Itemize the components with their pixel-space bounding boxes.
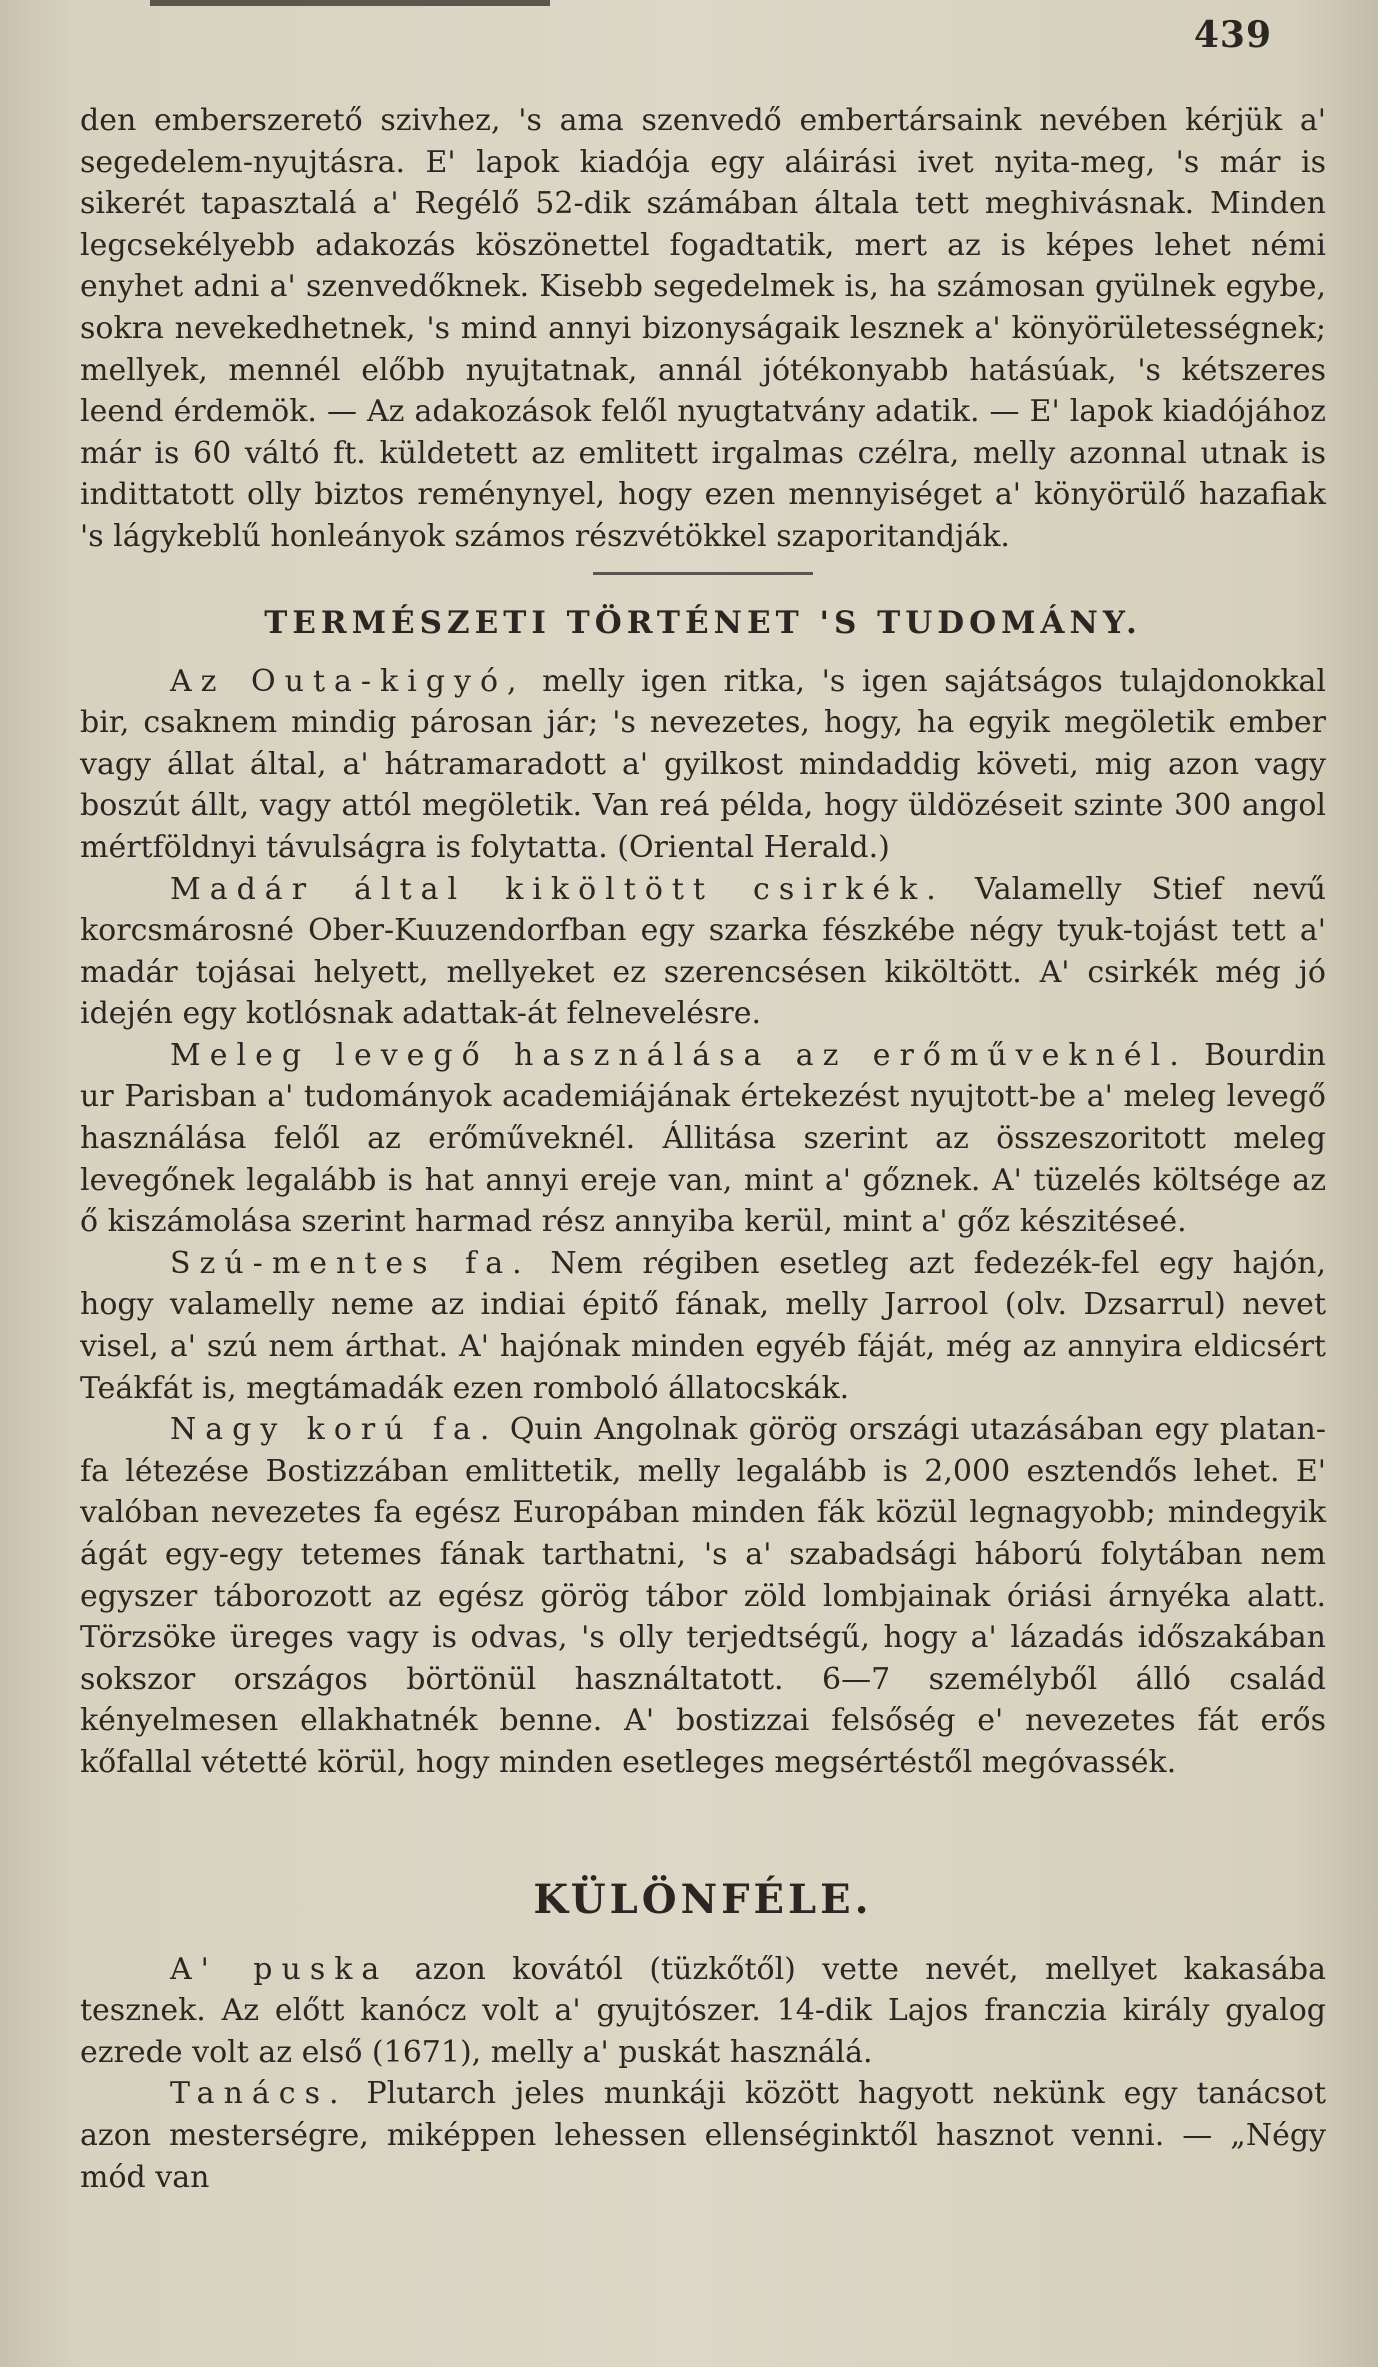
article-lead: Madár által kiköltött csirkék.: [170, 871, 945, 907]
section-title-miscellaneous: KÜLÖNFÉLE.: [533, 1875, 873, 1923]
article-outa-snake: [80, 661, 1326, 869]
article-text: Nem régiben esetleg azt fedezék-fel egy hajón, hogy valamelly neme az indiai épitő fának, melly Jarrool (olv. Dzsarrul) nevet visel, a' szú nem árthat. A' hajónak minden egyéb fáját, még az annyira eldicsért Teákfát is, megtámadák ezen romboló állatocskák.: [80, 1245, 1327, 1406]
section-title-natural-history: TERMÉSZETI TÖRTÉNET 'S TUDOMÁNY.: [264, 604, 1142, 641]
article-text: Valamelly Stief nevű korcsmárosné Ober-Kuuzendorfban egy szarka fészkébe négy tyuk-tojást tett a' madár tojásai helyett, mellyeket ez szerencsésen kiköltött. A' csirkék még jó idején egy kotlósnak adattak-át felnevelésre.: [80, 871, 1326, 1032]
miscellaneous-section: [80, 1949, 1326, 2199]
article-woodworm-free-wood: [80, 1243, 1326, 1409]
section-divider: [593, 572, 813, 575]
article-old-tree: [80, 1409, 1326, 1783]
article-lead: A' puska: [170, 1951, 389, 1987]
top-rule: [150, 0, 550, 6]
article-musket: [80, 1949, 1326, 2074]
natural-history-section: [80, 661, 1326, 1784]
article-advice: [80, 2073, 1326, 2198]
article-lead: Nagy korú fa.: [170, 1412, 499, 1448]
article-text: azon kovától (tüzkőtől) vette nevét, mellyet kakasába tesznek. Az előtt kanócz volt a' gyujtószer. 14-dik Lajos franczia király gyalog ezrede volt az első (1671), melly a' puskát használá.: [80, 1951, 1326, 2070]
article-text: Bourdin ur Parisban a' tudományok academiájának értekezést nyujtott-be a' meleg levegő használása felől az erőműveknél. Állitása szerint az összeszoritott meleg levegőnek legalább is hat annyi ereje van, mint a' gőznek. A' tüzelés költsége az ő kiszámolása szerint harmad rész annyiba kerül, mint a' gőz készitéseé.: [80, 1037, 1326, 1240]
article-chicks: [80, 869, 1326, 1035]
page-number: 439: [1193, 14, 1272, 56]
article-text: Quin Angolnak görög országi utazásában egy platan-fa létezése Bostizzában emlittetik, melly legalább is 2,000 esztendős lehet. E' valóban nevezetes fa egész Europában minden fák közül legnagyobb; mindegyik ágát egy-egy tetemes fának tarthatni, 's a' szabadsági háború folytában nem egyszer táborozott az egész görög tábor zöld lombjainak óriási árnyéka alatt. Törzsöke üreges vagy is odvas, 's olly terjedtségű, hogy a' lázadás időszakában sokszor országos börtönül használtatott. 6—7 személyből álló család kényelmesen ellakhatnék benne. A' bostizzai felsőség e' nevezetes fát erős kőfallal vétetté körül, hogy minden esetleges megsértéstől megóvassék.: [80, 1412, 1326, 1780]
article-lead: Szú-mentes fa.: [170, 1245, 531, 1281]
article-text: melly igen ritka, 's igen sajátságos tulajdonokkal bir, csaknem mindig párosan jár; 's nevezetes, hogy, ha egyik megöletik ember vagy állat által, a' hátramaradott a' gyilkost mindaddig követi, mig azon vagy boszút állt, vagy attól megöletik. Van reá példa, hogy üldözéseit szinte 300 angol mértföldnyi távulságra is folytatta. (Oriental Herald.): [80, 663, 1326, 865]
article-warm-air: [80, 1035, 1326, 1243]
article-text: Plutarch jeles munkáji között hagyott nekünk egy tanácsot azon mesterségre, miképpen lehessen ellenséginktől hasznot venni. — „Négy mód van: [80, 2076, 1326, 2195]
article-lead: Tanács.: [170, 2076, 348, 2112]
article-lead: Az Outa-kigyó,: [170, 663, 526, 699]
intro-paragraph: den emberszerető szivhez, 's ama szenvedő embertársaink nevében kérjük a' segedelem-nyujtásra. E' lapok kiadója egy aláirási ivet nyita-meg, 's már is sikerét tapasztalá a' Regélő 52-dik számában általa tett meghivásnak. Minden legcsekélyebb adakozás köszönettel fogadtatik, mert az is képes lehet némi enyhet adni a' szenvedőknek. Kisebb segedelmek is, ha számosan gyülnek egybe, sokra nevekedhetnek, 's mind annyi bizonyságaik lesznek a' könyörületességnek; mellyek, mennél előbb nyujtatnak, annál jótékonyabb hatásúak, 's kétszeres leend érdemök. — Az adakozások felől nyugtatvány adatik. — E' lapok kiadójához már is 60 váltó ft. küldetett az emlitett irgalmas czélra, melly azonnal utnak is indittatott olly biztos reménynyel, hogy ezen mennyiséget a' könyörülő hazafiak 's lágykeblű honleányok számos részvétökkel szaporitandják.: [80, 103, 1326, 554]
article-lead: Meleg levegő használása az erőműveknél.: [170, 1037, 1188, 1073]
